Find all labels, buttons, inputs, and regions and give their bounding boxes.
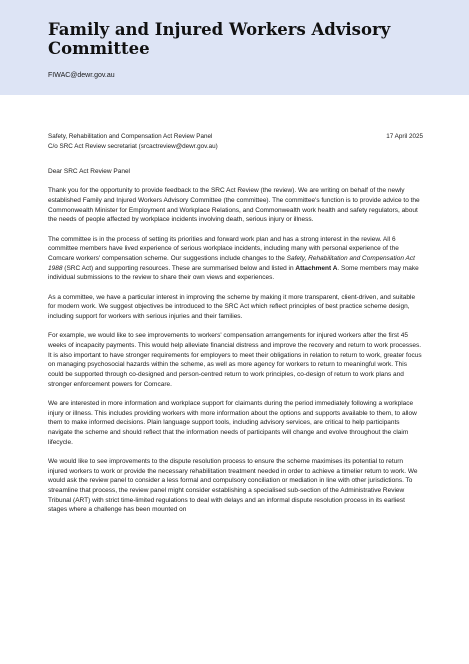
- letter-body: [48, 167, 423, 525]
- attachment-reference: Attachment A: [295, 264, 338, 272]
- recipient-line-2: C/o SRC Act Review secretariat (srcactreview@dewr.gov.au): [48, 143, 218, 150]
- paragraph-2-part-a: The committee is in the process of setting its priorities and forward work plan and has a strong interest in the review. All 6 committee members have lived experience of serious workplace incidents, including many with personal experience of the Comcare workers' compensation scheme. Our suggestions include changes to the: [48, 235, 399, 262]
- recipient-block: [48, 132, 423, 152]
- paragraph-6: We would like to see improvements to the dispute resolution process to ensure the scheme maximises its potential to return injured workers to work or provide the necessary rehabilitation treatment needed in order to achieve a timelier return to work. We would ask the review panel to consider a less formal and compulsory conciliation or mediation in line with other jurisdictions. To streamline that process, the review panel might consider establishing a specialised sub-section of the Administrative Review Tribunal (ART) with strict time-limited regulations to deal with delays and an informal dispute resolution process in its earliest stages where a challenge has been mounted on: [48, 457, 418, 514]
- salutation: Dear SRC Act Review Panel: [48, 168, 131, 175]
- letter-date: 17 April 2025: [386, 133, 423, 140]
- paragraph-2-part-b: (SRC Act) and supporting resources. These are summarised below and listed in: [62, 264, 296, 272]
- committee-email: FIWAC@dewr.gov.au: [48, 72, 115, 79]
- recipient-line-1: Safety, Rehabilitation and Compensation Act Review Panel: [48, 133, 213, 140]
- paragraph-5: We are interested in more information and workplace support for claimants during the period immediately following a workplace injury or illness. This includes providing workers with more information about the options and supports available to them, to allow them to make informed decisions. Plain language support tools, including advisory services, are critical to help participants navigate the scheme and should reflect that the information needs of participants will change and evolve throughout the claim lifecycle.: [48, 399, 417, 446]
- committee-title: Family and Injured Workers Advisory Committee: [48, 20, 391, 58]
- paragraph-3: As a committee, we have a particular interest in improving the scheme by making it more transparent, client-driven, and suitable for modern work. We suggest objectives be introduced to the SRC Act which reflect principles of best practice scheme design, including support for workers with serious injuries and their families.: [48, 293, 416, 320]
- paragraph-4: For example, we would like to see improvements to workers' compensation arrangements for injured workers after the first 45 weeks of incapacity payments. This would help alleviate financial distress and improve the recovery and return to work processes. It is also important to have stronger requirements for employers to meet their obligations in relation to return to work, greater focus on managing psychosocial hazards within the scheme, as well as more agency for workers to return to meaningful work. This could be supported through co-designed and person-centred return to work principles, co-design of return to work plans and stronger enforcement powers for Comcare.: [48, 332, 422, 388]
- paragraph-2-part-c: . Some members may make individual submissions to the review to share their own views and experiences.: [48, 264, 419, 282]
- letterhead-banner: [0, 0, 469, 95]
- act-name: Safety, Rehabilitation and Compensation Act 1988: [48, 254, 415, 272]
- paragraph-1: Thank you for the opportunity to provide feedback to the SRC Act Review (the review). We are writing on behalf of the newly established Family and Injured Workers Advisory Committee (the committee). The committee's function is to provide advice to the Commonwealth Minister for Employment and Workplace Relations, and Commonwealth work health and safety regulators, about the needs of people affected by workplace incidents involving death, serious injury or illness.: [48, 187, 420, 224]
- paragraph-2: [48, 235, 423, 284]
